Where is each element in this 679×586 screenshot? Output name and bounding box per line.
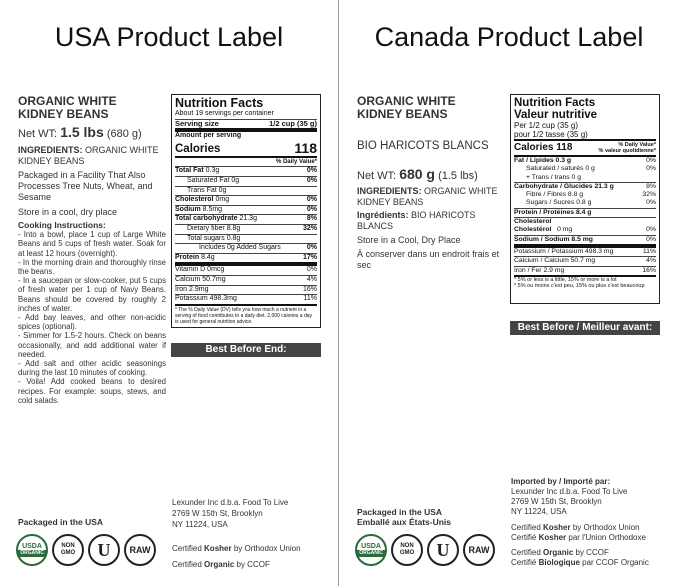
usa-ingredients-label: INGREDIENTS: bbox=[18, 145, 83, 155]
usda-badge-strip: ORGANIC bbox=[357, 550, 385, 557]
canada-nf-row bbox=[514, 155, 656, 165]
usda-organic-icon bbox=[16, 534, 48, 566]
usa-nf-row-amount: 50.7mg bbox=[202, 275, 226, 283]
cert-suffix: by CCOF bbox=[575, 548, 609, 557]
usda-organic-icon bbox=[355, 534, 387, 566]
canada-nf-row-dv: 8% bbox=[646, 182, 656, 190]
usa-nf-row bbox=[175, 195, 317, 205]
usa-nf-row-label: Protein bbox=[175, 253, 200, 261]
usa-packaged-in: Packaged in the USA bbox=[18, 517, 104, 527]
canada-kosher-cert-fr bbox=[511, 533, 649, 543]
usa-organic-bold: Organic bbox=[204, 560, 235, 569]
usa-nf-row-label: Trans Fat bbox=[187, 186, 217, 194]
usa-cert-badges bbox=[16, 534, 156, 566]
canada-net-weight bbox=[357, 166, 478, 182]
usa-nf-row-dv: 11% bbox=[303, 295, 317, 303]
usa-nf-footnote: * The % Daily Value (DV) tells you how much a nutrient in a serving of food contributes to a daily diet. 2,000 calories a day is used for general nutrition advice. bbox=[175, 304, 317, 325]
usa-nf-row-amount: 8.4g bbox=[201, 253, 215, 261]
canada-importer bbox=[511, 477, 627, 517]
usa-cooking-step: - Add salt and other acidic seasonings during the last 10 minutes of cooking. bbox=[18, 359, 166, 378]
canada-ingredients bbox=[357, 186, 507, 208]
ou-kosher-icon: U bbox=[88, 534, 120, 566]
usa-nf-row bbox=[175, 176, 317, 186]
canada-nf-row-dv: 16% bbox=[642, 266, 656, 274]
canada-address-line: 2769 W 15th St, Brooklyn bbox=[511, 497, 602, 506]
usa-nutrition-facts bbox=[171, 94, 321, 328]
usa-ingredients bbox=[18, 145, 166, 167]
usa-storage: Store in a cool, dry place bbox=[18, 207, 118, 217]
canada-nf-row-dv: 0% bbox=[646, 199, 656, 207]
canada-nf-dv-fr: % valeur quotidienne* bbox=[598, 148, 656, 154]
usa-organic-prefix: Certified bbox=[172, 560, 202, 569]
canada-nf-footnote-fr: * 5% ou moins c'est peu, 15% ou plus c'est beaucoup bbox=[514, 283, 645, 290]
canada-nf-title: Nutrition Facts bbox=[514, 97, 596, 109]
canada-storage-fr: À conserver dans un endroit frais et sec bbox=[357, 249, 500, 270]
canada-product-line-1: ORGANIC WHITE bbox=[357, 94, 456, 108]
usa-nf-row-label: Total Fat bbox=[175, 167, 204, 175]
usa-organic-cert bbox=[172, 559, 270, 570]
canada-nf-row-dv: 32% bbox=[642, 191, 656, 199]
canada-cert-badges bbox=[355, 534, 495, 566]
usa-nf-row-label: Vitamin D bbox=[175, 266, 206, 274]
cert-prefix: Certified bbox=[511, 548, 541, 557]
usa-nf-row-label: Total sugars bbox=[187, 234, 225, 242]
usa-net-suffix: (680 g) bbox=[106, 128, 142, 140]
canada-organic-cert-fr bbox=[511, 558, 649, 568]
usa-nf-row bbox=[175, 186, 317, 196]
usa-nf-row-amount: 0mg bbox=[215, 196, 230, 204]
usa-address-line: NY 11224, USA bbox=[172, 520, 228, 529]
canada-panel-title: Canada Product Label bbox=[374, 22, 644, 52]
usa-net-weight bbox=[18, 124, 142, 140]
canada-nf-row-label: Calcium / Calcium 50.7 mg bbox=[514, 257, 596, 265]
cert-bold: Kosher bbox=[538, 533, 567, 542]
canada-nf-row bbox=[514, 199, 656, 207]
usa-nf-row-dv: 0% bbox=[306, 205, 317, 213]
cert-bold: Biologique bbox=[538, 558, 580, 567]
usa-nf-row-amount: 0g bbox=[218, 186, 227, 194]
usa-nf-row-amount: 0.3g bbox=[205, 167, 220, 175]
canada-nf-row-dv: 11% bbox=[642, 247, 656, 255]
usda-badge-top: USDA bbox=[361, 543, 381, 550]
canada-nf-row-label: Cholestérol bbox=[514, 226, 552, 234]
canada-net-suffix: (1.5 lbs) bbox=[438, 170, 478, 182]
canada-nf-row-label: Fat / Lipides 0.3 g bbox=[514, 157, 572, 164]
usa-kosher-bold: Kosher bbox=[204, 544, 232, 553]
usa-nf-row bbox=[175, 224, 317, 234]
canada-nf-row-label: Sodium / Sodium 8.5 mg bbox=[514, 235, 593, 243]
usa-cooking-title: Cooking Instructions: bbox=[18, 220, 106, 230]
canada-nf-row-label: Potassium / Potassium 498.3 mg bbox=[514, 247, 614, 255]
usa-nf-amount-per-serving: Amount per serving bbox=[175, 128, 317, 141]
usa-nf-row-amount: 0g Added Sugars bbox=[227, 244, 281, 252]
canada-ingredients-fr-text: BIO HARICOTS BLANCS bbox=[357, 210, 476, 231]
usa-nf-dv-header: % Daily Value* bbox=[175, 156, 317, 167]
usda-badge-top: USDA bbox=[22, 543, 42, 550]
usa-address-line: 2769 W 15th St, Brooklyn bbox=[172, 509, 263, 518]
non-gmo-icon: NON GMO bbox=[52, 534, 84, 566]
canada-net-prefix: Net WT: bbox=[357, 170, 397, 182]
raw-icon: RAW bbox=[463, 534, 495, 566]
usa-nf-row-label: Saturated Fat bbox=[187, 176, 230, 184]
canada-packaged-en: Packaged in the USA bbox=[357, 507, 443, 517]
usa-product-name bbox=[18, 95, 168, 121]
canada-ingredients-text: ORGANIC WHITE KIDNEY BEANS bbox=[357, 186, 498, 207]
usa-nf-row-amount: 21.3g bbox=[239, 215, 257, 223]
usa-nf-row-dv: 0% bbox=[306, 266, 317, 274]
usa-nf-row-dv: 4% bbox=[306, 275, 317, 283]
canada-storage: Store in a Cool, Dry Place bbox=[357, 235, 461, 245]
canada-nf-row-dv: 0% bbox=[646, 226, 656, 234]
usa-nf-row-amount: 2.9mg bbox=[189, 285, 209, 293]
usa-net-value: 1.5 lbs bbox=[60, 124, 104, 140]
usa-cooking-step: - In the morning drain and thoroughly rinse the beans. bbox=[18, 257, 166, 277]
usa-nf-row bbox=[175, 234, 317, 244]
usa-nf-row bbox=[175, 214, 317, 224]
usa-facility-notice: Packaged in a Facility That Also Processes Tree Nuts, Wheat, and Sesame bbox=[18, 170, 153, 202]
canada-certifications bbox=[511, 523, 649, 568]
canada-imported-by: Imported by / Importé par: bbox=[511, 477, 611, 486]
canada-ingredients-fr-label: Ingrédients: bbox=[357, 210, 409, 220]
usa-nf-row-amount: 498.3mg bbox=[209, 295, 237, 303]
canada-product-name bbox=[357, 95, 507, 121]
cert-suffix: by Orthodox Union bbox=[572, 523, 640, 532]
usa-nf-row bbox=[175, 266, 317, 275]
usa-nf-row-dv: 0% bbox=[306, 244, 317, 252]
usa-nf-row bbox=[175, 285, 317, 295]
usa-nf-row bbox=[175, 294, 317, 304]
canada-ingredients-label: INGREDIENTS: bbox=[357, 186, 422, 196]
usa-nf-serving-size-label: Serving size bbox=[175, 118, 219, 128]
canada-product-line-2: KIDNEY BEANS bbox=[357, 107, 448, 121]
usa-kosher-suffix: by Orthodox Union bbox=[233, 544, 301, 553]
usa-nf-row-label: Cholesterol bbox=[175, 196, 214, 204]
usa-ingredients-text: ORGANIC WHITE KIDNEY BEANS bbox=[18, 145, 159, 166]
cert-prefix: Certified bbox=[511, 523, 541, 532]
canada-nf-row-label: Iron / Fer 2.9 mg bbox=[514, 266, 565, 274]
usa-nf-row-label: Total carbohydrate bbox=[175, 215, 238, 223]
usa-address bbox=[172, 497, 288, 530]
usa-product-line-1: ORGANIC WHITE bbox=[18, 94, 117, 108]
canada-nf-row bbox=[514, 191, 656, 199]
canada-nf-row bbox=[514, 217, 656, 235]
usa-nf-row-dv: 0% bbox=[306, 167, 317, 175]
canada-net-value: 680 g bbox=[399, 166, 435, 182]
usda-badge-strip: ORGANIC bbox=[18, 550, 46, 557]
cert-prefix: Certifié bbox=[511, 558, 537, 567]
canada-nf-row bbox=[514, 244, 656, 256]
usa-cooking-step: - Simmer for 1.5-2 hours. Check on beans occasionally, and add additional water if needed. bbox=[18, 331, 166, 359]
usa-product-line-2: KIDNEY BEANS bbox=[18, 107, 109, 121]
canada-packaged-in bbox=[357, 507, 451, 527]
usa-nf-row bbox=[175, 205, 317, 215]
usa-kosher-cert bbox=[172, 543, 301, 554]
canada-nf-calories-row bbox=[514, 139, 656, 155]
usa-nf-row-amount: 0mcg bbox=[207, 266, 225, 274]
usa-nf-calories bbox=[175, 141, 317, 156]
usa-nf-row-label: Calcium bbox=[175, 275, 201, 283]
usa-nf-row-label: Iron bbox=[175, 285, 188, 293]
usa-nf-serving-size-value: 1/2 cup (35 g) bbox=[269, 118, 317, 128]
cert-bold: Kosher bbox=[543, 523, 571, 532]
usa-cooking-step: - In a saucepan or slow-cooker, put 5 cups of fresh water per 1 cup of Navy Beans. Beans should be covered by roughly 2 inches of water. bbox=[18, 276, 166, 313]
usa-nf-row-label: Dietary fiber bbox=[187, 224, 225, 232]
canada-nf-row bbox=[514, 256, 656, 265]
cert-suffix: par CCOF Organic bbox=[582, 558, 649, 567]
canada-packaged-fr: Emballé aux États-Unis bbox=[357, 517, 452, 527]
canada-address-line: Lexunder Inc d.b.a. Food To Live bbox=[511, 487, 628, 496]
usa-nf-row-label: Includes bbox=[199, 244, 226, 252]
raw-icon: RAW bbox=[124, 534, 156, 566]
canada-nf-row-label: + Trans / trans 0 g bbox=[526, 173, 581, 181]
canada-nf-row-dv: 0% bbox=[646, 165, 656, 173]
usa-cooking-step: - Into a bowl, place 1 cup of Large White Beans and 5 cups of fresh water. Soak for at least 12 hours (overnight). bbox=[18, 230, 166, 258]
usa-nf-row bbox=[175, 275, 317, 285]
canada-nf-footnotes bbox=[514, 275, 656, 290]
canada-nf-row bbox=[514, 208, 656, 217]
usa-nf-row-amount: 8.8g bbox=[226, 224, 241, 232]
canada-nf-row bbox=[514, 235, 656, 244]
usa-nf-calories-value: 118 bbox=[294, 139, 317, 156]
usa-panel-title: USA Product Label bbox=[54, 22, 284, 52]
canada-nf-row-label: Sugars / Sucres 0.8 g bbox=[526, 199, 592, 207]
cert-bold: Organic bbox=[543, 548, 574, 557]
canada-nf-title-fr: Valeur nutritive bbox=[514, 109, 598, 121]
canada-nf-calories: Calories 118 bbox=[514, 142, 573, 153]
canada-label-panel bbox=[339, 0, 679, 586]
usa-nf-row-dv: 0% bbox=[306, 176, 317, 184]
usa-nf-title: Nutrition Facts bbox=[175, 96, 264, 110]
cert-prefix: Certifié bbox=[511, 533, 537, 542]
canada-nf-row-dv: 0% bbox=[646, 235, 656, 243]
canada-nf-dv-header bbox=[599, 142, 656, 154]
canada-nf-row-dv: 4% bbox=[646, 257, 656, 265]
usa-cooking-instructions bbox=[18, 221, 166, 405]
canada-nf-dv-en: % Daily Value* bbox=[618, 142, 656, 148]
canada-nf-per: Per 1/2 cup (35 g) bbox=[514, 121, 579, 130]
usa-nf-row-amount: 0.8g bbox=[226, 234, 241, 242]
usa-best-before-bar: Best Before End: bbox=[171, 343, 321, 357]
usa-nf-row-label: Sodium bbox=[175, 205, 201, 213]
canada-nf-row-label: Saturated / saturés 0 g bbox=[526, 165, 595, 173]
non-gmo-icon: NON GMO bbox=[391, 534, 423, 566]
canada-nf-row-label: Fibre / Fibres 8.8 g bbox=[526, 191, 584, 199]
usa-nf-row bbox=[175, 166, 317, 176]
canada-bio-name: BIO HARICOTS BLANCS bbox=[357, 140, 489, 152]
usa-organic-suffix: by CCOF bbox=[236, 560, 270, 569]
canada-nf-footnote: * 5% or less is a little, 15% or more is a lot bbox=[514, 276, 617, 283]
canada-nf-row-dv: 0% bbox=[646, 157, 656, 164]
usa-address-line: Lexunder Inc d.b.a. Food To Live bbox=[172, 498, 289, 507]
usa-nf-row bbox=[175, 243, 317, 253]
usa-nf-row-amount: 8.5mg bbox=[202, 205, 223, 213]
canada-nf-row bbox=[514, 174, 656, 182]
canada-nutrition-facts bbox=[510, 94, 660, 304]
ou-kosher-icon: U bbox=[427, 534, 459, 566]
usa-nf-row-amount: 0g bbox=[231, 176, 240, 184]
canada-ingredients-fr bbox=[357, 210, 507, 232]
usa-nf-row-label: Potassium bbox=[175, 295, 208, 303]
canada-address-line: NY 11224, USA bbox=[511, 507, 567, 516]
usa-kosher-prefix: Certified bbox=[172, 544, 202, 553]
canada-best-before-bar: Best Before / Meilleur avant: bbox=[510, 321, 660, 335]
usa-nf-calories-label: Calories bbox=[175, 142, 221, 155]
cert-suffix: par l'Union Orthodoxe bbox=[568, 533, 646, 542]
canada-nf-chol-amount: 0 mg bbox=[557, 226, 573, 234]
usa-nf-row bbox=[175, 253, 317, 267]
usa-label-panel bbox=[0, 0, 338, 586]
usa-nf-row-dv: 8% bbox=[306, 215, 317, 223]
usa-nf-row-dv: 17% bbox=[302, 253, 317, 261]
usa-cooking-step: - Voila! Add cooked beans to desired recipes. For example: soups, stews, and cold salads. bbox=[18, 377, 166, 405]
canada-nf-per-fr: pour 1/2 tasse (35 g) bbox=[514, 130, 588, 139]
usa-nf-row-dv: 16% bbox=[302, 285, 317, 293]
usa-nf-serving-size bbox=[175, 119, 317, 129]
usa-nf-row-dv: 32% bbox=[302, 224, 317, 232]
usa-cooking-step: - Add bay leaves, and other non-acidic spices (optional). bbox=[18, 313, 166, 332]
usa-nf-servings: About 19 servings per container bbox=[175, 110, 274, 117]
usa-net-prefix: Net WT: bbox=[18, 128, 58, 140]
canada-nf-row-label: Carbohydrate / Glucides 21.3 g bbox=[514, 182, 614, 190]
canada-kosher-cert bbox=[511, 523, 649, 533]
canada-organic-cert bbox=[511, 548, 649, 558]
canada-nf-row bbox=[514, 266, 656, 275]
canada-nf-row bbox=[514, 182, 656, 191]
canada-nf-row bbox=[514, 165, 656, 173]
canada-nf-row-label: Cholesterol bbox=[514, 218, 552, 226]
usa-nf-row-dv: 0% bbox=[306, 196, 317, 204]
canada-nf-row-label: Protein / Protéines 8.4 g bbox=[514, 208, 592, 216]
